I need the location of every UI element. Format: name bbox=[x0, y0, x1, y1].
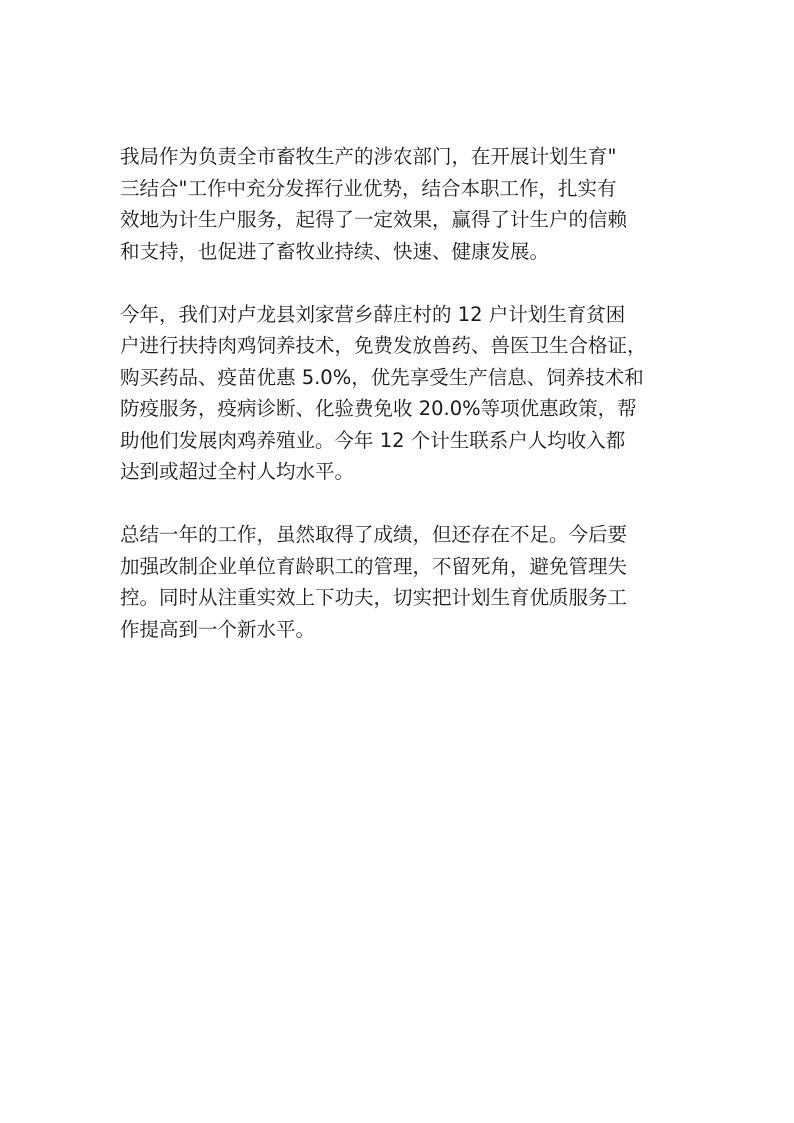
paragraph-line: 助他们发展肉鸡养殖业。今年 12 个计生联系户人均收入都 bbox=[120, 428, 626, 452]
paragraph-line: 防疫服务，疫病诊断、化验费免收 20.0%等项优惠政策，帮 bbox=[120, 397, 637, 420]
paragraph-line: 总结一年的工作，虽然取得了成绩，但还存在不足。今后要 bbox=[120, 523, 628, 546]
paragraph-line: 达到或超过全村人均水平。 bbox=[120, 460, 355, 483]
paragraph-line: 控。同时从注重实效上下功夫，切实把计划生育优质服务工 bbox=[120, 586, 628, 609]
paragraph-1 bbox=[120, 141, 676, 267]
paragraph-3 bbox=[120, 519, 676, 645]
paragraph-line: 购买药品、疫苗优惠 5.0%，优先享受生产信息、饲养技术和 bbox=[120, 365, 644, 389]
paragraph-line: 加强改制企业单位育龄职工的管理，不留死角，避免管理失 bbox=[120, 554, 628, 578]
paragraph-2 bbox=[120, 299, 676, 488]
paragraph-line: 作提高到一个新水平。 bbox=[120, 617, 316, 641]
paragraph-line: 和支持，也促进了畜牧业持续、快速、健康发展。 bbox=[120, 239, 550, 263]
paragraph-line: 效地为计生户服务，起得了一定效果，赢得了计生户的信赖 bbox=[120, 208, 628, 231]
paragraph-line: 我局作为负责全市畜牧生产的涉农部门，在开展计划生育" bbox=[120, 145, 617, 168]
paragraph-line: 户进行扶持肉鸡饲养技术，免费发放兽药、兽医卫生合格证， bbox=[120, 334, 647, 357]
paragraph-line: 今年，我们对卢龙县刘家营乡薛庄村的 12 户计划生育贫困 bbox=[120, 302, 626, 326]
paragraph-line: 三结合"工作中充分发挥行业优势，结合本职工作，扎实有 bbox=[120, 176, 617, 200]
document-body bbox=[120, 141, 676, 677]
